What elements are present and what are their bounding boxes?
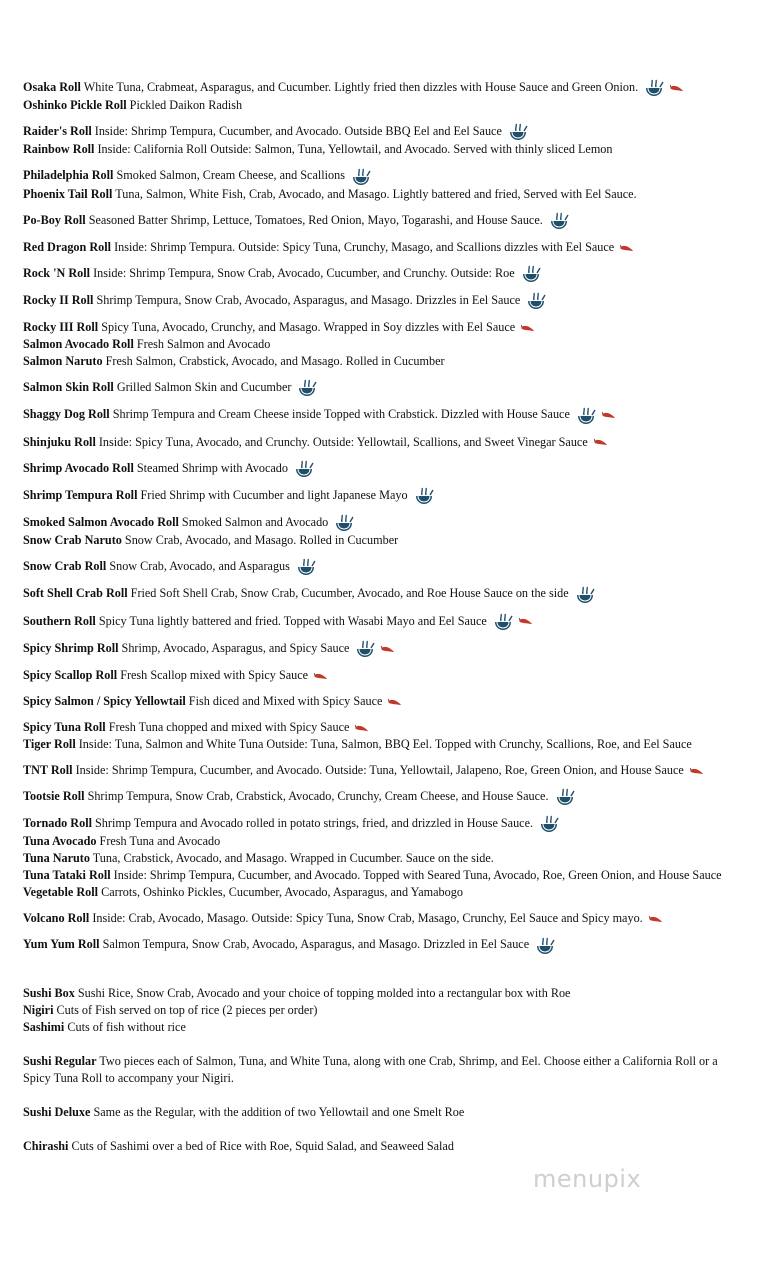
cooked-bowl-icon bbox=[351, 168, 371, 186]
menu-item-tuna-tataki-roll bbox=[23, 867, 745, 884]
item-description: White Tuna, Crabmeat, Asparagus, and Cucumber. Lightly fried then dizzles with House Sauce and Green Onion. bbox=[83, 80, 639, 94]
item-name: Chirashi bbox=[23, 1138, 69, 1153]
item-name: Tornado Roll bbox=[23, 816, 92, 831]
item-name: Philadelphia Roll bbox=[23, 168, 114, 183]
platters-section bbox=[23, 1053, 745, 1155]
item-description: Inside: Crab, Avocado, Masago. Outside: Spicy Tuna, Snow Crab, Masago, Crunchy, Eel Sauce and Spicy mayo. bbox=[92, 911, 643, 926]
item-description: Two pieces each of Salmon, Tuna, and White Tuna, along with one Crab, Shrimp, and Eel. Choose either a California Roll or a Spicy Tuna Roll to accompany your Nigiri. bbox=[23, 1053, 718, 1085]
item-description: Smoked Salmon and Avocado bbox=[181, 515, 329, 530]
menu-item-tnt-roll bbox=[23, 762, 745, 779]
item-name: Vegetable Roll bbox=[23, 885, 99, 900]
item-description: Inside: Spicy Tuna, Avocado, and Crunchy. Outside: Yellowtail, Scallions, and Sweet Vinegar Sauce bbox=[98, 434, 588, 449]
item-name: Snow Crab Roll bbox=[23, 559, 107, 574]
item-description: Fresh Tuna chopped and mixed with Spicy Sauce bbox=[108, 720, 350, 735]
cooked-bowl-icon bbox=[555, 788, 575, 806]
item-description: Snow Crab, Avocado, and Masago. Rolled in Cucumber bbox=[124, 533, 399, 548]
item-description: Cuts of fish without rice bbox=[67, 1019, 186, 1034]
spicy-pepper-icon bbox=[381, 645, 395, 654]
item-name: Tiger Roll bbox=[23, 737, 76, 752]
item-description: Shrimp Tempura and Cream Cheese inside Topped with Crabstick. Dizzled with House Sauce bbox=[112, 407, 570, 422]
item-description: Cuts of Fish served on top of rice (2 pieces per order) bbox=[56, 1002, 318, 1017]
item-description: Snow Crab, Avocado, and Asparagus bbox=[109, 559, 290, 574]
menu-item-tuna-avocado bbox=[23, 833, 745, 850]
item-description: Inside: Shrimp Tempura. Outside: Spicy Tuna, Crunchy, Masago, and Scallions dizzles with Eel Sauce bbox=[114, 239, 615, 254]
item-description: Cuts of Sashimi over a bed of Rice with Roe, Squid Salad, and Seaweed Salad bbox=[71, 1138, 454, 1153]
spicy-pepper-icon bbox=[314, 672, 328, 681]
item-name: Rocky III Roll bbox=[23, 320, 99, 335]
item-description: Shrimp, Avocado, Asparagus, and Spicy Sauce bbox=[121, 640, 350, 655]
cooked-bowl-icon bbox=[539, 815, 559, 833]
item-description: Seasoned Batter Shrimp, Lettuce, Tomatoes, Red Onion, Mayo, Togarashi, and House Sauce. bbox=[88, 212, 543, 227]
menupix-watermark: menupix bbox=[533, 1165, 642, 1193]
cooked-bowl-icon bbox=[414, 487, 434, 505]
item-name: Sushi Box bbox=[23, 985, 75, 1000]
menu-item-shinjuku-roll bbox=[23, 434, 745, 451]
item-description: Grilled Salmon Skin and Cucumber bbox=[116, 380, 292, 395]
item-name: Tootsie Roll bbox=[23, 789, 85, 804]
menu-item-sushi-deluxe bbox=[23, 1104, 745, 1121]
menu-item-tiger-roll bbox=[23, 736, 745, 753]
item-name: Osaka Roll bbox=[23, 80, 81, 94]
spicy-pepper-icon bbox=[594, 438, 608, 447]
item-name: Rock 'N Roll bbox=[23, 265, 91, 280]
menu-item-po-boy-roll bbox=[23, 212, 745, 230]
item-name: Phoenix Tail Roll bbox=[23, 186, 113, 201]
menu-item-rocky-iii-roll bbox=[23, 319, 745, 336]
item-name: Spicy Salmon / Spicy Yellowtail bbox=[23, 694, 186, 709]
menu-item-yum-yum-roll bbox=[23, 936, 745, 954]
menu-page bbox=[23, 79, 745, 1155]
menu-item-osaka-roll bbox=[23, 79, 745, 97]
item-description: Shrimp Tempura, Snow Crab, Crabstick, Avocado, Crunchy, Cream Cheese, and House Sauce. bbox=[87, 789, 549, 804]
item-name: Po-Boy Roll bbox=[23, 212, 86, 227]
item-name: Raider's Roll bbox=[23, 124, 92, 139]
menu-item-oshinko-pickle-roll bbox=[23, 97, 745, 114]
item-description: Inside: California Roll Outside: Salmon, Tuna, Yellowtail, and Avocado. Served with thinly sliced Lemon bbox=[97, 142, 613, 157]
menu-item-phoenix-tail-roll bbox=[23, 186, 745, 203]
item-description: Steamed Shrimp with Avocado bbox=[136, 460, 288, 475]
menu-item-chirashi bbox=[23, 1138, 745, 1155]
item-description: Fresh Salmon, Crabstick, Avocado, and Masago. Rolled in Cucumber bbox=[105, 354, 445, 369]
item-name: Shrimp Avocado Roll bbox=[23, 460, 134, 475]
item-name: TNT Roll bbox=[23, 763, 73, 778]
item-description: Tuna, Crabstick, Avocado, and Masago. Wrapped in Cucumber. Sauce on the side. bbox=[92, 851, 494, 866]
item-name: Southern Roll bbox=[23, 613, 96, 628]
cooked-bowl-icon bbox=[294, 460, 314, 478]
menu-item-rock-n-roll bbox=[23, 265, 745, 283]
item-description: Inside: Shrimp Tempura, Cucumber, and Avocado. Topped with Seared Tuna, Avocado, Roe, Green Onion, and House Sauce bbox=[113, 868, 722, 883]
item-name: Volcano Roll bbox=[23, 911, 90, 926]
menu-item-raider-s-roll bbox=[23, 123, 745, 141]
menu-item-sushi-box bbox=[23, 985, 745, 1002]
item-name: Tuna Naruto bbox=[23, 851, 90, 866]
item-description: Fried Shrimp with Cucumber and light Japanese Mayo bbox=[140, 487, 408, 502]
item-description: Spicy Tuna lightly battered and fried. Topped with Wasabi Mayo and Eel Sauce bbox=[98, 613, 487, 628]
item-name: Spicy Scallop Roll bbox=[23, 668, 118, 683]
item-description: Fresh Scallop mixed with Spicy Sauce bbox=[120, 668, 309, 683]
spicy-pepper-icon bbox=[649, 915, 663, 924]
item-description: Inside: Tuna, Salmon and White Tuna Outside: Tuna, Salmon, BBQ Eel. Topped with Crunchy, Scallions, Roe, and Eel Sauce bbox=[78, 737, 692, 752]
item-description: Spicy Tuna, Avocado, Crunchy, and Masago. Wrapped in Soy dizzles with Eel Sauce bbox=[101, 320, 516, 335]
cooked-bowl-icon bbox=[297, 379, 317, 397]
item-description: Fresh Salmon and Avocado bbox=[136, 337, 271, 352]
menu-item-rocky-ii-roll bbox=[23, 292, 745, 310]
item-name: Rocky II Roll bbox=[23, 293, 94, 308]
item-name: Sushi Regular bbox=[23, 1053, 97, 1068]
item-description: Same as the Regular, with the addition of two Yellowtail and one Smelt Roe bbox=[93, 1104, 465, 1119]
item-name: Yum Yum Roll bbox=[23, 937, 100, 952]
cooked-bowl-icon bbox=[521, 265, 541, 283]
item-name: Salmon Avocado Roll bbox=[23, 337, 134, 352]
item-name: Shaggy Dog Roll bbox=[23, 407, 110, 422]
item-description: Carrots, Oshinko Pickles, Cucumber, Avocado, Asparagus, and Yamabogo bbox=[101, 885, 463, 900]
item-name: Smoked Salmon Avocado Roll bbox=[23, 515, 179, 530]
menu-item-nigiri bbox=[23, 1002, 745, 1019]
item-name: Spicy Tuna Roll bbox=[23, 720, 106, 735]
item-description: Salmon Tempura, Snow Crab, Avocado, Asparagus, and Masago. Drizzled in Eel Sauce bbox=[102, 937, 530, 952]
spicy-pepper-icon bbox=[355, 724, 369, 733]
item-description: Shrimp Tempura and Avocado rolled in potato strings, fried, and drizzled in House Sauce. bbox=[95, 816, 534, 831]
item-description: Sushi Rice, Snow Crab, Avocado and your choice of topping molded into a rectangular box with Roe bbox=[77, 985, 571, 1000]
cooked-bowl-icon bbox=[576, 407, 596, 425]
cooked-bowl-icon bbox=[296, 558, 316, 576]
spicy-pepper-icon bbox=[519, 617, 533, 626]
item-name: Rainbow Roll bbox=[23, 142, 95, 157]
cooked-bowl-icon bbox=[355, 640, 375, 658]
menu-item-snow-crab-roll bbox=[23, 558, 745, 576]
menu-item-shaggy-dog-roll bbox=[23, 406, 745, 424]
item-name: Sashimi bbox=[23, 1019, 65, 1034]
item-description: Inside: Shrimp Tempura, Cucumber, and Avocado. Outside: Tuna, Yellowtail, Jalapeno, Roe, Green Onion, and House Sauce bbox=[75, 763, 684, 778]
menu-item-shrimp-avocado-roll bbox=[23, 460, 745, 478]
item-description: Pickled Daikon Radish bbox=[129, 98, 243, 113]
item-description: Smoked Salmon, Cream Cheese, and Scallions bbox=[116, 168, 345, 183]
sushi-section bbox=[23, 985, 745, 1036]
menu-item-sashimi bbox=[23, 1019, 745, 1036]
item-name: Shinjuku Roll bbox=[23, 434, 96, 449]
item-name: Red Dragon Roll bbox=[23, 239, 112, 254]
menu-item-vegetable-roll bbox=[23, 884, 745, 901]
menu-item-salmon-skin-roll bbox=[23, 379, 745, 397]
item-description: Fish diced and Mixed with Spicy Sauce bbox=[188, 694, 383, 709]
menu-item-smoked-salmon-avocado-roll bbox=[23, 514, 745, 532]
item-description: Shrimp Tempura, Snow Crab, Avocado, Asparagus, and Masago. Drizzles in Eel Sauce bbox=[96, 293, 521, 308]
item-name: Tuna Avocado bbox=[23, 834, 97, 849]
cooked-bowl-icon bbox=[575, 586, 595, 604]
menu-item-spicy-scallop-roll bbox=[23, 667, 745, 684]
menu-item-spicy-salmon-spicy-yellowtail bbox=[23, 693, 745, 710]
item-name: Shrimp Tempura Roll bbox=[23, 487, 138, 502]
menu-item-salmon-naruto bbox=[23, 353, 745, 370]
item-name: Sushi Deluxe bbox=[23, 1104, 91, 1119]
cooked-bowl-icon bbox=[535, 937, 555, 955]
cooked-bowl-icon bbox=[493, 613, 513, 631]
item-name: Spicy Shrimp Roll bbox=[23, 640, 119, 655]
item-name: Soft Shell Crab Roll bbox=[23, 586, 128, 601]
item-description: Inside: Shrimp Tempura, Cucumber, and Avocado. Outside BBQ Eel and Eel Sauce bbox=[94, 124, 502, 139]
spicy-pepper-icon bbox=[690, 767, 704, 776]
menu-item-salmon-avocado-roll bbox=[23, 336, 745, 353]
spicy-pepper-icon bbox=[602, 411, 616, 420]
menu-item-rainbow-roll bbox=[23, 141, 745, 158]
menu-item-volcano-roll bbox=[23, 910, 745, 927]
item-name: Salmon Naruto bbox=[23, 354, 103, 369]
item-name: Tuna Tataki Roll bbox=[23, 868, 111, 883]
menu-item-sushi-regular bbox=[23, 1053, 745, 1087]
rolls-section bbox=[23, 79, 745, 955]
menu-item-snow-crab-naruto bbox=[23, 532, 745, 549]
menu-item-red-dragon-roll bbox=[23, 239, 745, 256]
menu-item-spicy-shrimp-roll bbox=[23, 640, 745, 658]
cooked-bowl-icon bbox=[334, 514, 354, 532]
menu-item-soft-shell-crab-roll bbox=[23, 585, 745, 603]
menu-item-spicy-tuna-roll bbox=[23, 719, 745, 736]
item-name: Snow Crab Naruto bbox=[23, 533, 122, 548]
item-description: Fresh Tuna and Avocado bbox=[99, 834, 221, 849]
cooked-bowl-icon bbox=[549, 212, 569, 230]
spicy-pepper-icon bbox=[670, 84, 684, 93]
cooked-bowl-icon bbox=[644, 79, 664, 97]
cooked-bowl-icon bbox=[526, 292, 546, 310]
item-name: Salmon Skin Roll bbox=[23, 380, 114, 395]
item-description: Inside: Shrimp Tempura, Snow Crab, Avocado, Cucumber, and Crunchy. Outside: Roe bbox=[93, 265, 515, 280]
spicy-pepper-icon bbox=[620, 244, 634, 253]
spicy-pepper-icon bbox=[388, 698, 402, 707]
item-description: Tuna, Salmon, White Fish, Crab, Avocado, and Masago. Lightly battered and fried, Served with Eel Sauce. bbox=[115, 186, 637, 201]
menu-item-tuna-naruto bbox=[23, 850, 745, 867]
spicy-pepper-icon bbox=[521, 324, 535, 333]
menu-item-philadelphia-roll bbox=[23, 167, 745, 185]
item-description: Fried Soft Shell Crab, Snow Crab, Cucumber, Avocado, and Roe House Sauce on the side bbox=[130, 586, 569, 601]
menu-item-tootsie-roll bbox=[23, 788, 745, 806]
cooked-bowl-icon bbox=[508, 123, 528, 141]
menu-item-southern-roll bbox=[23, 613, 745, 631]
item-name: Nigiri bbox=[23, 1002, 54, 1017]
menu-item-tornado-roll bbox=[23, 815, 745, 833]
menu-item-shrimp-tempura-roll bbox=[23, 487, 745, 505]
item-name: Oshinko Pickle Roll bbox=[23, 98, 127, 113]
